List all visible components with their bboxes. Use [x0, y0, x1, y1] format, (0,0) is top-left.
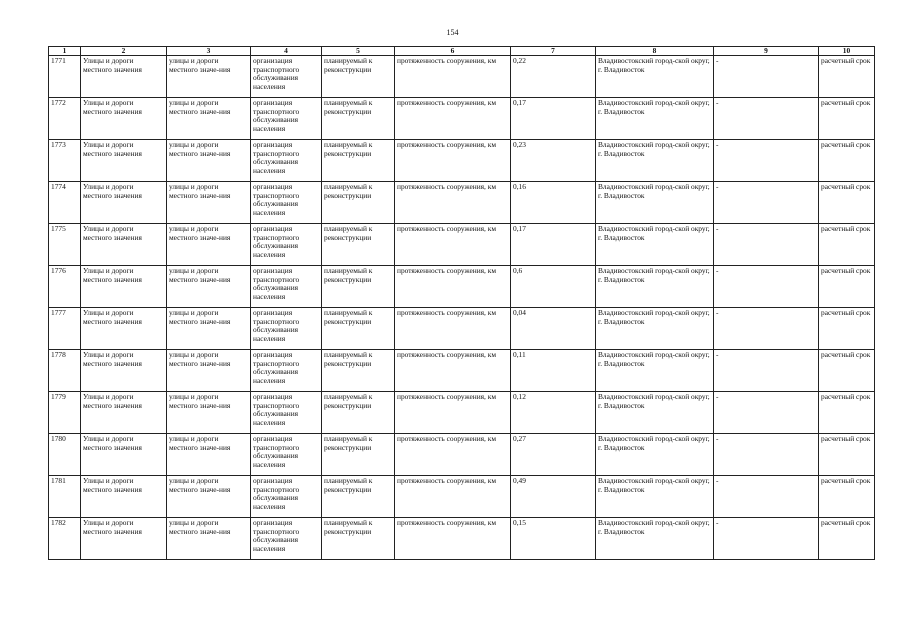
table-cell: Владивостокский город-ской округ, г. Владивосток	[596, 56, 714, 98]
table-cell: организация транспортного обслуживания населения	[251, 140, 322, 182]
table-cell: протяженность сооружения, км	[395, 476, 511, 518]
table-cell: расчетный срок	[819, 182, 875, 224]
table-cell: организация транспортного обслуживания населения	[251, 224, 322, 266]
table-cell: 1775	[49, 224, 81, 266]
table-cell: протяженность сооружения, км	[395, 518, 511, 560]
table-cell: Владивостокский город-ской округ, г. Владивосток	[596, 266, 714, 308]
table-cell: -	[714, 518, 819, 560]
table-cell: 0,17	[511, 224, 596, 266]
column-header: 2	[81, 47, 167, 56]
table-cell: 1777	[49, 308, 81, 350]
table-cell: улицы и дороги местного значе-ния	[167, 350, 251, 392]
table-cell: расчетный срок	[819, 518, 875, 560]
table-cell: протяженность сооружения, км	[395, 434, 511, 476]
column-header: 10	[819, 47, 875, 56]
table-cell: 1781	[49, 476, 81, 518]
table-cell: Владивостокский город-ской округ, г. Владивосток	[596, 224, 714, 266]
table-cell: протяженность сооружения, км	[395, 182, 511, 224]
table-cell: расчетный срок	[819, 98, 875, 140]
table-cell: расчетный срок	[819, 434, 875, 476]
table-cell: улицы и дороги местного значе-ния	[167, 434, 251, 476]
column-header: 5	[322, 47, 395, 56]
table-cell: улицы и дороги местного значе-ния	[167, 56, 251, 98]
table-cell: 0,23	[511, 140, 596, 182]
table-cell: 0,6	[511, 266, 596, 308]
table-cell: Владивостокский город-ской округ, г. Владивосток	[596, 350, 714, 392]
table-cell: планируемый к реконструкции	[322, 434, 395, 476]
table-cell: Улицы и дороги местного значения	[81, 224, 167, 266]
table-cell: планируемый к реконструкции	[322, 224, 395, 266]
objects-table	[48, 46, 875, 560]
table-cell: 0,04	[511, 308, 596, 350]
table-cell: планируемый к реконструкции	[322, 518, 395, 560]
table-cell: расчетный срок	[819, 224, 875, 266]
table-cell: 1782	[49, 518, 81, 560]
table-cell: Владивостокский город-ской округ, г. Владивосток	[596, 476, 714, 518]
table-body	[49, 56, 875, 560]
table-cell: 1778	[49, 350, 81, 392]
table-cell: организация транспортного обслуживания населения	[251, 476, 322, 518]
table-cell: улицы и дороги местного значе-ния	[167, 308, 251, 350]
table-cell: 1774	[49, 182, 81, 224]
table-cell: 1771	[49, 56, 81, 98]
table-cell: 1772	[49, 98, 81, 140]
table-cell: 0,22	[511, 56, 596, 98]
table-cell: 0,16	[511, 182, 596, 224]
table-cell: планируемый к реконструкции	[322, 182, 395, 224]
table-cell: 1773	[49, 140, 81, 182]
table-cell: протяженность сооружения, км	[395, 308, 511, 350]
table-cell: организация транспортного обслуживания населения	[251, 518, 322, 560]
table-cell: 0,17	[511, 98, 596, 140]
table-cell: планируемый к реконструкции	[322, 98, 395, 140]
table-cell: протяженность сооружения, км	[395, 140, 511, 182]
table-cell: -	[714, 182, 819, 224]
table-row	[49, 182, 875, 224]
table-cell: -	[714, 392, 819, 434]
table-cell: Улицы и дороги местного значения	[81, 140, 167, 182]
table-cell: -	[714, 308, 819, 350]
table-cell: улицы и дороги местного значе-ния	[167, 392, 251, 434]
table-cell: расчетный срок	[819, 266, 875, 308]
table-cell: улицы и дороги местного значе-ния	[167, 182, 251, 224]
table-cell: 0,15	[511, 518, 596, 560]
table-row	[49, 518, 875, 560]
table-cell: улицы и дороги местного значе-ния	[167, 98, 251, 140]
table-cell: Владивостокский город-ской округ, г. Владивосток	[596, 182, 714, 224]
table-cell: организация транспортного обслуживания населения	[251, 392, 322, 434]
table-cell: организация транспортного обслуживания населения	[251, 434, 322, 476]
table-cell: -	[714, 350, 819, 392]
column-header: 4	[251, 47, 322, 56]
table-cell: расчетный срок	[819, 392, 875, 434]
table-cell: 0,12	[511, 392, 596, 434]
table-row	[49, 140, 875, 182]
table-cell: организация транспортного обслуживания населения	[251, 350, 322, 392]
column-header: 7	[511, 47, 596, 56]
column-header: 3	[167, 47, 251, 56]
table-row	[49, 56, 875, 98]
table-cell: планируемый к реконструкции	[322, 392, 395, 434]
table-cell: -	[714, 434, 819, 476]
table-cell: расчетный срок	[819, 140, 875, 182]
table-cell: Владивостокский город-ской округ, г. Владивосток	[596, 98, 714, 140]
table-row	[49, 350, 875, 392]
table-cell: протяженность сооружения, км	[395, 350, 511, 392]
table-cell: расчетный срок	[819, 308, 875, 350]
table-cell: планируемый к реконструкции	[322, 350, 395, 392]
table-cell: Владивостокский город-ской округ, г. Владивосток	[596, 140, 714, 182]
table-cell: организация транспортного обслуживания населения	[251, 266, 322, 308]
table-cell: улицы и дороги местного значе-ния	[167, 476, 251, 518]
table-cell: расчетный срок	[819, 56, 875, 98]
table-cell: -	[714, 476, 819, 518]
table-cell: Улицы и дороги местного значения	[81, 476, 167, 518]
table-cell: 0,11	[511, 350, 596, 392]
page-number: 154	[446, 28, 459, 37]
table-cell: -	[714, 140, 819, 182]
table-row	[49, 434, 875, 476]
table-row	[49, 308, 875, 350]
table-cell: расчетный срок	[819, 350, 875, 392]
table-cell: -	[714, 56, 819, 98]
table-cell: расчетный срок	[819, 476, 875, 518]
table-cell: Владивостокский город-ской округ, г. Владивосток	[596, 518, 714, 560]
table-cell: Владивостокский город-ской округ, г. Владивосток	[596, 392, 714, 434]
table-cell: 0,49	[511, 476, 596, 518]
table-cell: Улицы и дороги местного значения	[81, 266, 167, 308]
column-header: 6	[395, 47, 511, 56]
table-cell: -	[714, 266, 819, 308]
table-cell: улицы и дороги местного значе-ния	[167, 266, 251, 308]
table-cell: планируемый к реконструкции	[322, 140, 395, 182]
column-header: 8	[596, 47, 714, 56]
table-cell: 1776	[49, 266, 81, 308]
table-row	[49, 266, 875, 308]
table-cell: Улицы и дороги местного значения	[81, 518, 167, 560]
table-cell: улицы и дороги местного значе-ния	[167, 224, 251, 266]
table-cell: протяженность сооружения, км	[395, 56, 511, 98]
table-row	[49, 476, 875, 518]
table-row	[49, 98, 875, 140]
table-cell: Владивостокский город-ской округ, г. Владивосток	[596, 308, 714, 350]
table-cell: Улицы и дороги местного значения	[81, 98, 167, 140]
table-cell: планируемый к реконструкции	[322, 308, 395, 350]
table-cell: Улицы и дороги местного значения	[81, 350, 167, 392]
table-cell: протяженность сооружения, км	[395, 266, 511, 308]
table-cell: планируемый к реконструкции	[322, 56, 395, 98]
table-cell: улицы и дороги местного значе-ния	[167, 518, 251, 560]
table-cell: организация транспортного обслуживания населения	[251, 56, 322, 98]
table-cell: Улицы и дороги местного значения	[81, 56, 167, 98]
table-cell: Улицы и дороги местного значения	[81, 182, 167, 224]
table-cell: протяженность сооружения, км	[395, 98, 511, 140]
table-cell: Улицы и дороги местного значения	[81, 308, 167, 350]
table-cell: планируемый к реконструкции	[322, 266, 395, 308]
table-cell: организация транспортного обслуживания населения	[251, 98, 322, 140]
header-row	[49, 47, 875, 56]
table-cell: улицы и дороги местного значе-ния	[167, 140, 251, 182]
table-cell: планируемый к реконструкции	[322, 476, 395, 518]
table-row	[49, 392, 875, 434]
table-cell: Улицы и дороги местного значения	[81, 392, 167, 434]
column-header: 9	[714, 47, 819, 56]
table-cell: 1779	[49, 392, 81, 434]
table-cell: 0,27	[511, 434, 596, 476]
table-cell: -	[714, 224, 819, 266]
column-header: 1	[49, 47, 81, 56]
table-cell: организация транспортного обслуживания населения	[251, 308, 322, 350]
table-cell: организация транспортного обслуживания населения	[251, 182, 322, 224]
table-cell: -	[714, 98, 819, 140]
table-cell: протяженность сооружения, км	[395, 392, 511, 434]
table-row	[49, 224, 875, 266]
table-cell: 1780	[49, 434, 81, 476]
table-cell: протяженность сооружения, км	[395, 224, 511, 266]
table-cell: Владивостокский город-ской округ, г. Владивосток	[596, 434, 714, 476]
table-cell: Улицы и дороги местного значения	[81, 434, 167, 476]
